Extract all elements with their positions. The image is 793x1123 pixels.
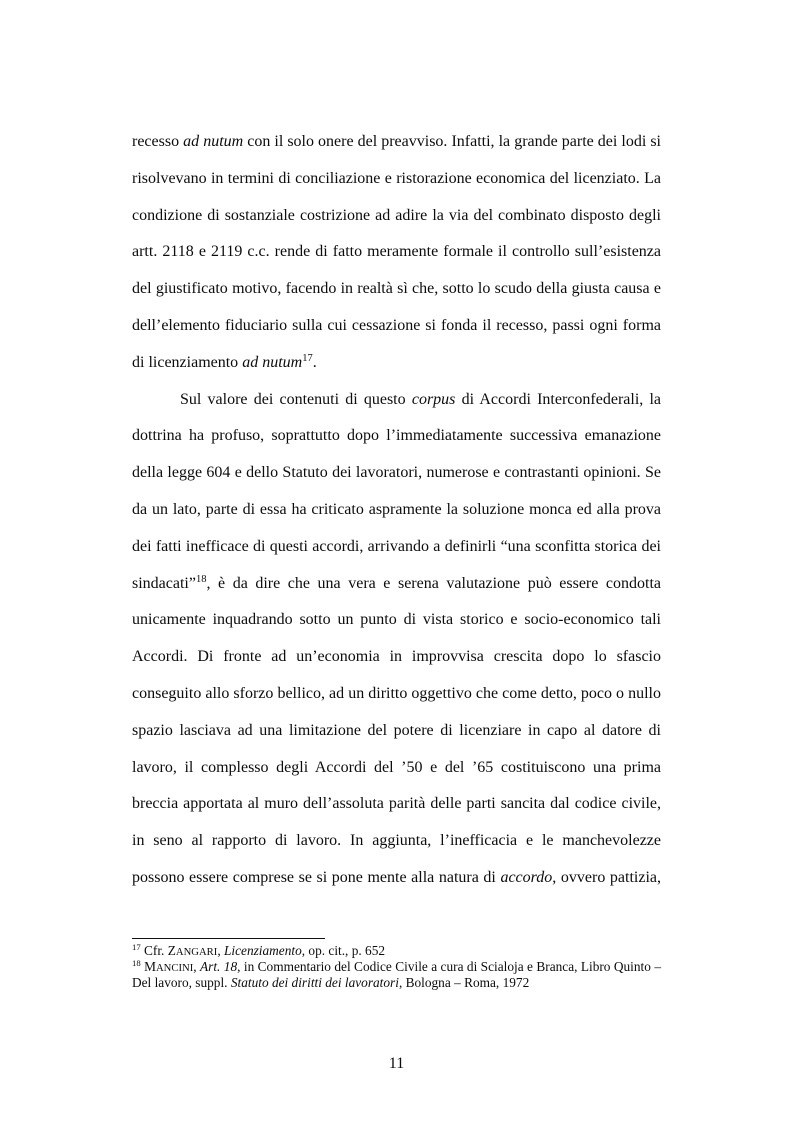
- text-run: ,: [217, 943, 224, 958]
- footnote-line: [132, 943, 661, 959]
- italic-text: Licenziamento: [224, 943, 302, 958]
- text-run: ,: [193, 959, 201, 974]
- text-run: con il solo onere del preavviso. Infatti, la grande parte dei lodi si: [243, 133, 661, 150]
- text-run: , op. cit., p. 652: [301, 943, 386, 958]
- text-run: Cfr.: [140, 943, 168, 958]
- text-run: lavoro, il complesso degli Accordi del ’50 e del ’65 costituiscono una prima: [132, 758, 661, 776]
- body-text: [132, 124, 661, 897]
- footnote-reference: 17: [132, 942, 141, 952]
- footnote-separator: [132, 938, 325, 939]
- text-run: Sul valore dei contenuti di questo: [180, 390, 412, 408]
- text-run: da un lato, parte di essa ha criticato aspramente la soluzione monca ed alla prova: [132, 500, 661, 518]
- text-run: in seno al rapporto di lavoro. In aggiunta, l’inefficacia e le manchevolezze: [132, 832, 661, 850]
- author-name: MANCINI: [144, 959, 194, 974]
- text-line: [132, 271, 661, 308]
- footnote-reference: 18: [195, 573, 207, 585]
- text-run: breccia apportata al muro dell’assoluta parità delle parti sancita dal codice civile,: [132, 795, 661, 813]
- text-line: [132, 860, 661, 897]
- italic-text: Statuto dei diritti dei lavoratori: [230, 975, 399, 990]
- text-run: , è da dire che una vera e serena valutazione può essere condotta: [206, 574, 661, 592]
- text-run: conseguito allo sforzo bellico, ad un diritto oggettivo che come detto, poco o nullo: [132, 684, 661, 702]
- text-run: di Accordi Interconfederali, la: [455, 390, 662, 408]
- text-run: di licenziamento: [132, 353, 243, 371]
- text-run: condizione di sostanziale costrizione ad adire la via del combinato disposto degli: [132, 206, 661, 224]
- text-run: della legge 604 e dello Statuto dei lavoratori, numerose e contrastanti opinioni. Se: [132, 464, 661, 482]
- italic-text: ad nutum: [242, 353, 303, 371]
- text-run: , in Commentario del Codice Civile a cura di Scialoja e Branca, Libro Quinto –: [237, 959, 661, 974]
- italic-text: Art. 18: [200, 959, 238, 974]
- text-run: unicamente inquadrando sotto un punto di vista storico e socio-economico tali: [132, 611, 661, 629]
- text-run: Accordi. Di fronte ad un’economia in improvvisa crescita dopo lo sfascio: [132, 648, 661, 666]
- text-line: [132, 161, 661, 198]
- text-line: [132, 786, 661, 823]
- text-line: [132, 345, 661, 382]
- italic-text: ad nutum: [183, 133, 244, 150]
- text-line: [132, 492, 661, 529]
- text-line: [132, 529, 661, 566]
- text-run: .: [312, 353, 317, 371]
- text-line: [132, 234, 661, 271]
- text-line: [132, 198, 661, 235]
- text-line: [132, 566, 661, 603]
- footnote: [132, 943, 661, 959]
- footnotes: [132, 943, 661, 991]
- text-run: , Bologna – Roma, 1972: [398, 975, 530, 990]
- text-run: dell’elemento fiduciario sulla cui cessazione si fonda il recesso, passi ogni forma: [132, 316, 661, 334]
- text-run: risolvevano in termini di conciliazione e ristorazione economica del licenziato. La: [132, 169, 661, 187]
- author-name: ZANGARI: [167, 943, 218, 958]
- text-line: [132, 676, 661, 713]
- text-run: dottrina ha profuso, soprattutto dopo l’immediatamente successiva emanazione: [132, 427, 661, 445]
- text-run: artt. 2118 e 2119 c.c. rende di fatto meramente formale il controllo sull’esistenza: [132, 243, 661, 261]
- footnote: [132, 959, 661, 991]
- text-line: [132, 713, 661, 750]
- page-number: 11: [388, 1055, 405, 1072]
- text-line: [132, 602, 661, 639]
- text-run: dei fatti inefficace di questi accordi, arrivando a definirli “una sconfitta storica dei: [132, 537, 661, 555]
- text-run: possono essere comprese se si pone mente alla natura di: [132, 868, 501, 886]
- text-run: sindacati”: [132, 574, 196, 592]
- text-run: , ovvero pattizia,: [552, 868, 661, 886]
- text-line: [132, 382, 661, 419]
- italic-text: corpus: [411, 390, 456, 408]
- footnote-line: [132, 975, 661, 991]
- text-run: Del lavoro, suppl.: [132, 975, 231, 990]
- text-line: [132, 639, 661, 676]
- text-line: [132, 823, 661, 860]
- text-run: del giustificato motivo, facendo in realtà sì che, sotto lo scudo della giusta causa e: [132, 280, 661, 298]
- text-line: [132, 750, 661, 787]
- footnote-reference: 18: [132, 958, 141, 968]
- text-line: [132, 124, 661, 161]
- text-run: spazio lasciava ad una limitazione del potere di licenziare in capo al datore di: [132, 721, 661, 739]
- text-line: [132, 418, 661, 455]
- footnote-line: [132, 959, 661, 975]
- italic-text: accordo: [500, 868, 553, 886]
- text-line: [132, 455, 661, 492]
- text-line: [132, 308, 661, 345]
- text-run: recesso: [132, 133, 184, 150]
- footnote-reference: 17: [302, 352, 313, 364]
